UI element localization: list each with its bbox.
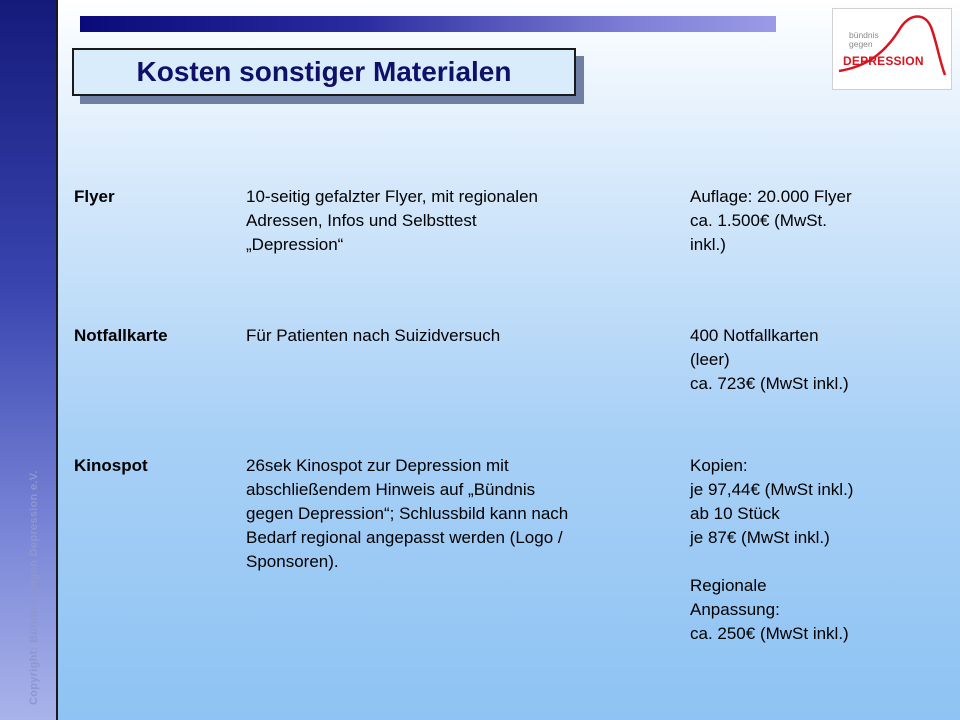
- row-description-kinospot: [246, 454, 568, 574]
- logo-line1: bündnis: [849, 30, 879, 40]
- row-cost-flyer: [690, 185, 852, 257]
- logo-line3: DEPRESSION: [843, 54, 924, 68]
- cost-line: Kopien:: [690, 456, 748, 475]
- row-cost-notfallkarte: [690, 324, 849, 396]
- cost-line: 400 Notfallkarten: [690, 326, 819, 345]
- row-description-flyer: [246, 185, 538, 257]
- description-line: Für Patienten nach Suizidversuch: [246, 326, 501, 345]
- description-line: Adressen, Infos und Selbsttest: [246, 211, 477, 230]
- cost-line: je 87€ (MwSt inkl.): [690, 528, 830, 547]
- title-box: [72, 48, 576, 96]
- cost-line: ca. 1.500€ (MwSt.: [690, 211, 828, 230]
- top-gradient-bar: [80, 16, 776, 32]
- description-line: Bedarf regional angepasst werden (Logo /: [246, 528, 563, 547]
- description-line: „Depression“: [246, 235, 344, 254]
- cost-line: (leer): [690, 350, 730, 369]
- cost-line: ab 10 Stück: [690, 504, 780, 523]
- cost-line: Regionale: [690, 576, 767, 595]
- logo-line2: gegen: [849, 39, 873, 49]
- row-description-notfallkarte: [246, 324, 500, 348]
- page-title: Kosten sonstiger Materialen: [136, 56, 512, 87]
- row-label-notfallkarte: Notfallkarte: [74, 326, 168, 345]
- description-line: gegen Depression“; Schlussbild kann nach: [246, 504, 569, 523]
- description-line: abschließendem Hinweis auf „Bündnis: [246, 480, 536, 499]
- description-line: 26sek Kinospot zur Depression mit: [246, 456, 509, 475]
- cost-line: je 97,44€ (MwSt inkl.): [690, 480, 854, 499]
- cost-line: ca. 723€ (MwSt inkl.): [690, 374, 849, 393]
- description-line: 10-seitig gefalzter Flyer, mit regionalen: [246, 187, 538, 206]
- row-label-flyer: Flyer: [74, 187, 115, 206]
- logo-swoosh-icon: [833, 9, 953, 91]
- row-label-kinospot: Kinospot: [74, 456, 148, 475]
- cost-line: ca. 250€ (MwSt inkl.): [690, 624, 849, 643]
- cost-line: [690, 550, 853, 574]
- copyright-text: Copyright: Bündnis gegen Depression e.V.: [28, 470, 40, 705]
- logo: [832, 8, 952, 90]
- cost-line: inkl.): [690, 235, 726, 254]
- row-cost-kinospot: [690, 454, 853, 646]
- description-line: Sponsoren).: [246, 552, 339, 571]
- cost-line: Anpassung:: [690, 600, 780, 619]
- cost-line: Auflage: 20.000 Flyer: [690, 187, 852, 206]
